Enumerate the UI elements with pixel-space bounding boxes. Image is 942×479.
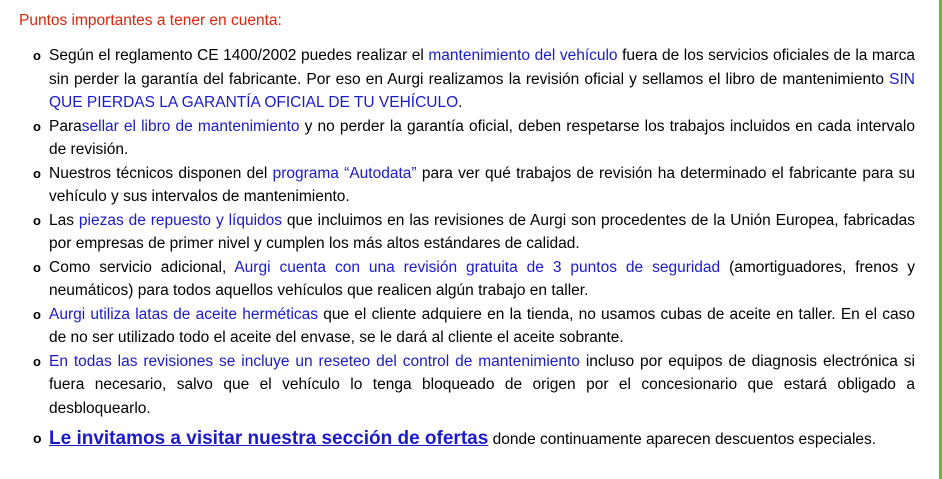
list-item: o En todas las revisiones se incluye un reseteo del control de mantenimiento incluso por equipos de diagnosis electrónica si fuera necesario, salvo que el vehículo lo tenga bloqueado de origen por el concesionario que estará obligado a desbloquearlo. [0, 350, 915, 421]
bullet-circle-icon: o [33, 353, 41, 369]
list-item: o Parasellar el libro de mantenimiento y no perder la garantía oficial, deben respetarse los trabajos incluidos en cada intervalo de revisión. [0, 115, 915, 162]
list-item: o Como servicio adicional, Aurgi cuenta con una revisión gratuita de 3 puntos de seguridad (amortiguadores, frenos y neumáticos) para todos aquellos vehículos que realicen algún trabajo en taller. [0, 256, 915, 303]
maintenance-link[interactable]: mantenimiento del vehículo [428, 47, 618, 64]
important-points-list [0, 44, 915, 452]
list-item: o Según el reglamento CE 1400/2002 puedes realizar el mantenimiento del vehículo fuera de los servicios oficiales de la marca sin perder la garantía del fabricante. Por eso en Aurgi realizamos la revisión oficial y sellamos el libro de mantenimiento SIN QUE PIERDAS LA GARANTÍA OFICIAL DE TU VEHÍCULO. [0, 44, 915, 115]
stamp-book-link[interactable]: sellar el libro de mantenimiento [81, 117, 300, 135]
section-heading: Puntos importantes a tener en cuenta: [19, 12, 282, 29]
offers-link[interactable]: Le invitamos a visitar nuestra sección de ofertas [49, 428, 489, 449]
warranty-link[interactable]: SIN QUE PIERDAS LA GARANTÍA OFICIAL DE TU VEHÍCULO [49, 70, 915, 111]
list-item: o Las piezas de repuesto y líquidos que incluimos en las revisiones de Aurgi son procedentes de la Unión Europea, fabricadas por empresas de primer nivel y cumplen los más altos estándares de calidad. [0, 209, 915, 256]
list-item: o Nuestros técnicos disponen del programa “Autodata” para ver qué trabajos de revisión ha determinado el fabricante para su vehículo y sus intervalos de mantenimiento. [0, 162, 915, 209]
spare-parts-link[interactable]: piezas de repuesto y líquidos [78, 211, 283, 229]
bullet-circle-icon: o [33, 118, 41, 134]
list-item: o Le invitamos a visitar nuestra sección de ofertas donde continuamente aparecen descuentos especiales. [33, 428, 877, 449]
free-check-link[interactable]: Aurgi cuenta con una revisión gratuita de 3 puntos de seguridad [234, 258, 721, 276]
oil-cans-link[interactable]: Aurgi utiliza latas de aceite herméticas [49, 305, 319, 323]
autodata-link[interactable]: programa “Autodata” [272, 164, 417, 182]
bullet-circle-icon: o [33, 306, 41, 322]
bullet-circle-icon: o [33, 48, 41, 63]
bullet-circle-icon: o [33, 259, 41, 275]
bullet-circle-icon: o [33, 165, 41, 181]
list-item: o Aurgi utiliza latas de aceite herméticas que el cliente adquiere en la tienda, no usamos cubas de aceite en taller. En el caso de no ser utilizado todo el aceite del envase, se le dará al cliente el aceite sobrante. [0, 303, 915, 350]
reset-control-link[interactable]: En todas las revisiones se incluye un reseteo del control de mantenimiento [49, 352, 580, 370]
bullet-circle-icon: o [33, 430, 42, 446]
bullet-circle-icon: o [33, 212, 41, 228]
